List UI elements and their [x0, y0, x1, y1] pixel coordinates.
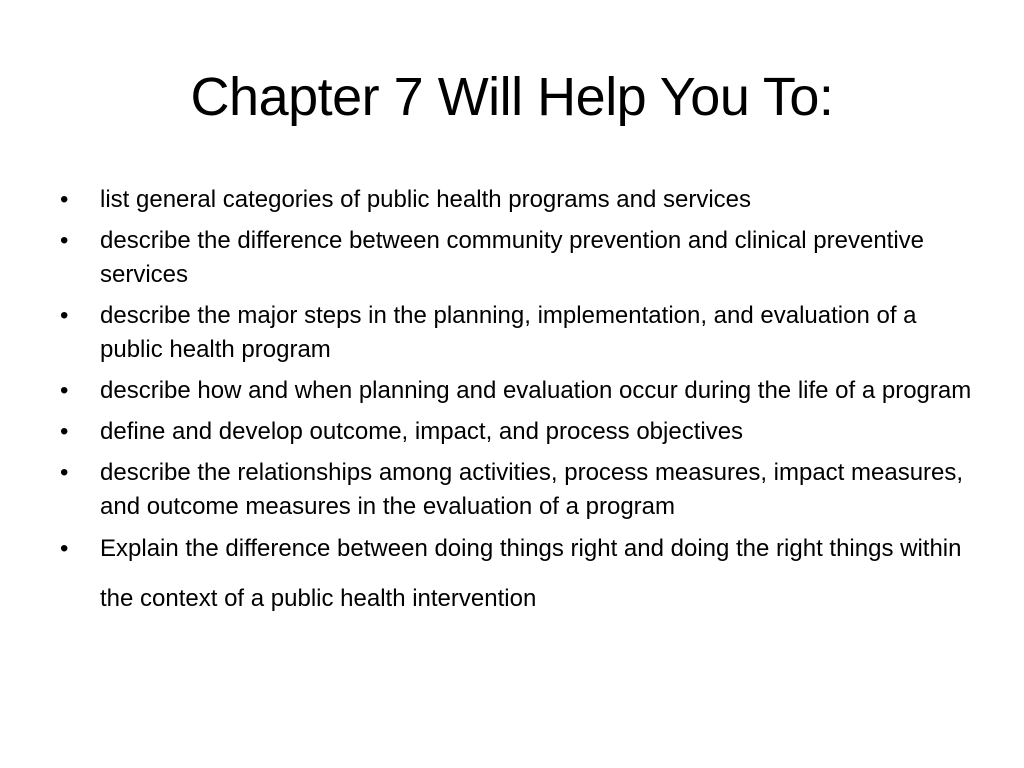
bullet-item [58, 299, 978, 367]
bullet-item [58, 183, 978, 217]
bullet-list [58, 183, 978, 631]
bullet-icon: • [60, 302, 69, 329]
slide-title: Chapter 7 Will Help You To: [190, 67, 834, 127]
bullet-item [58, 524, 978, 624]
bullet-text: describe the difference between community prevention and clinical preventive services [100, 227, 925, 288]
bullet-icon: • [60, 459, 69, 486]
bullet-text: describe the major steps in the planning, implementation, and evaluation of a public health program [100, 302, 917, 363]
bullet-text: Explain the difference between doing things right and doing the right things within the context of a public health intervention [100, 535, 962, 612]
bullet-text: describe the relationships among activities, process measures, impact measures, and outcome measures in the evaluation of a program [100, 459, 964, 520]
bullet-icon: • [60, 186, 69, 213]
bullet-text: list general categories of public health programs and services [100, 186, 752, 213]
bullet-icon: • [60, 227, 69, 254]
bullet-icon: • [60, 377, 69, 404]
bullet-text: define and develop outcome, impact, and process objectives [100, 418, 744, 445]
bullet-item [58, 456, 978, 524]
bullet-item [58, 374, 978, 408]
bullet-item [58, 224, 978, 292]
bullet-icon: • [60, 418, 69, 445]
bullet-text: describe how and when planning and evaluation occur during the life of a program [100, 377, 972, 404]
bullet-item [58, 415, 978, 449]
bullet-icon: • [60, 535, 69, 562]
